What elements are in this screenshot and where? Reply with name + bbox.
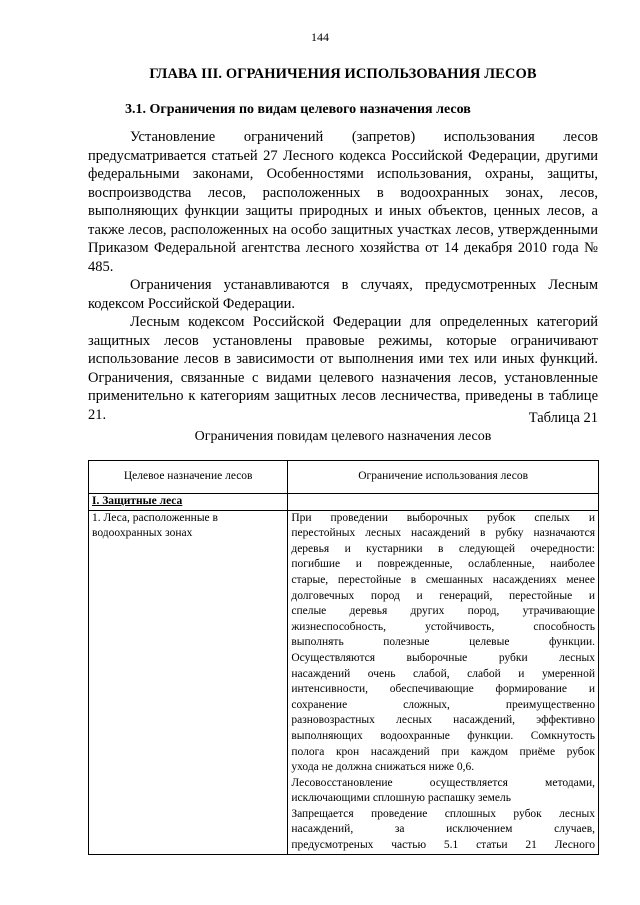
restriction-line: насаждений очень слабой, слабой и умеренной xyxy=(291,667,595,680)
paragraph-regulations: Установление ограничений (запретов) использования лесов предусматривается статьей 27 Лесного кодекса Российской Федерации, другими федеральными законами, Особенностями использования, охраны, защиты, воспроизводства лесов, расположенных в водоохранных зонах, лесов, выполняющих функции защиты природных и иных объектов, ценных лесов, а также лесов, расположенных на особо защитных участках лесов, утвержденными Приказом Федеральной агентства лесного хозяйства от 14 декабря 2010 года № 485. xyxy=(88,129,598,275)
restriction-line: полога крон насаждений при каждом приёме рубок xyxy=(291,745,595,758)
restriction-line: перестойных лесных насаждений в рубку назначаются xyxy=(291,527,595,540)
header-restriction: Ограничение использования лесов xyxy=(288,461,599,494)
restriction-line: Лесовосстановление осуществляется методами, xyxy=(291,776,595,789)
table-caption: Ограничения повидам целевого назначения лесов xyxy=(194,429,492,444)
restriction-line: погибшие и поврежденные, ослабленные, наиболее xyxy=(291,558,595,571)
restriction-line: насаждений, за исключением случаев, xyxy=(291,823,595,836)
restriction-line: долговечных пород и генераций, перестойные и xyxy=(291,589,595,602)
restriction-line: исключающими сплошную распашку земель xyxy=(291,792,511,805)
group-empty-cell xyxy=(288,494,599,511)
group-protective-forests: I. Защитные леса xyxy=(89,494,288,511)
restriction-line: интенсивности, обеспечивающие формирование и xyxy=(291,683,595,696)
page-number: 144 xyxy=(311,30,329,44)
body-text xyxy=(88,128,598,424)
restrictions-table xyxy=(88,460,599,855)
restriction-line: сохранение сложных, преимущественно xyxy=(291,698,595,711)
restriction-line: предусмотреных частью 5.1 статьи 21 Лесного xyxy=(291,839,595,852)
table-number-label: Таблица 21 xyxy=(528,410,598,426)
restriction-line: выполняющих водоохранные функции. Сомкнутость xyxy=(291,729,595,742)
row-restriction xyxy=(288,510,599,854)
table-group-row xyxy=(89,494,599,511)
restriction-line: старые, перестойные в смешанных насаждениях менее xyxy=(291,573,595,586)
restriction-line: Осуществляются выборочные рубки лесных xyxy=(291,651,595,664)
table-header-row xyxy=(89,461,599,494)
restriction-line: разновозрастных лесных насаждений, эффективно xyxy=(291,714,595,727)
section-title: 3.1. Ограничения по видам целевого назначения лесов xyxy=(125,102,471,117)
row-category: 1. Леса, расположенные в водоохранных зонах xyxy=(89,510,288,854)
restriction-line: ухода не должна снижаться ниже 0,6. xyxy=(291,761,475,774)
restriction-line: деревья и кустарники в следующей очередности: xyxy=(291,542,595,555)
paragraph-regimes: Лесным кодексом Российской Федерации для определенных категорий защитных лесов установлены правовые режимы, которые ограничивают использование лесов в зависимости от выполнения ими тех или иных функций. Ограничения, связанные с видами целевого назначения лесов, установленные применительно к категориям защитных лесов лесничества, приведены в таблице 21. xyxy=(88,314,598,423)
restriction-line: Запрещается проведение сплошных рубок лесных xyxy=(291,807,595,820)
restriction-line: При проведении выборочных рубок спелых и xyxy=(291,511,595,524)
paragraph-cases: Ограничения устанавливаются в случаях, предусмотренных Лесным кодексом Российской Федерации. xyxy=(88,277,598,312)
header-purpose: Целевое назначение лесов xyxy=(89,461,288,494)
restriction-line: жизнеспособность, устойчивость, способность xyxy=(291,620,595,633)
restriction-line: спелые деревья других пород, утрачивающие xyxy=(291,605,595,618)
chapter-title: ГЛАВА III. ОГРАНИЧЕНИЯ ИСПОЛЬЗОВАНИЯ ЛЕСОВ xyxy=(149,66,537,82)
restriction-line: выполнять полезные целевые функции. xyxy=(291,636,595,649)
table-row xyxy=(89,510,599,854)
